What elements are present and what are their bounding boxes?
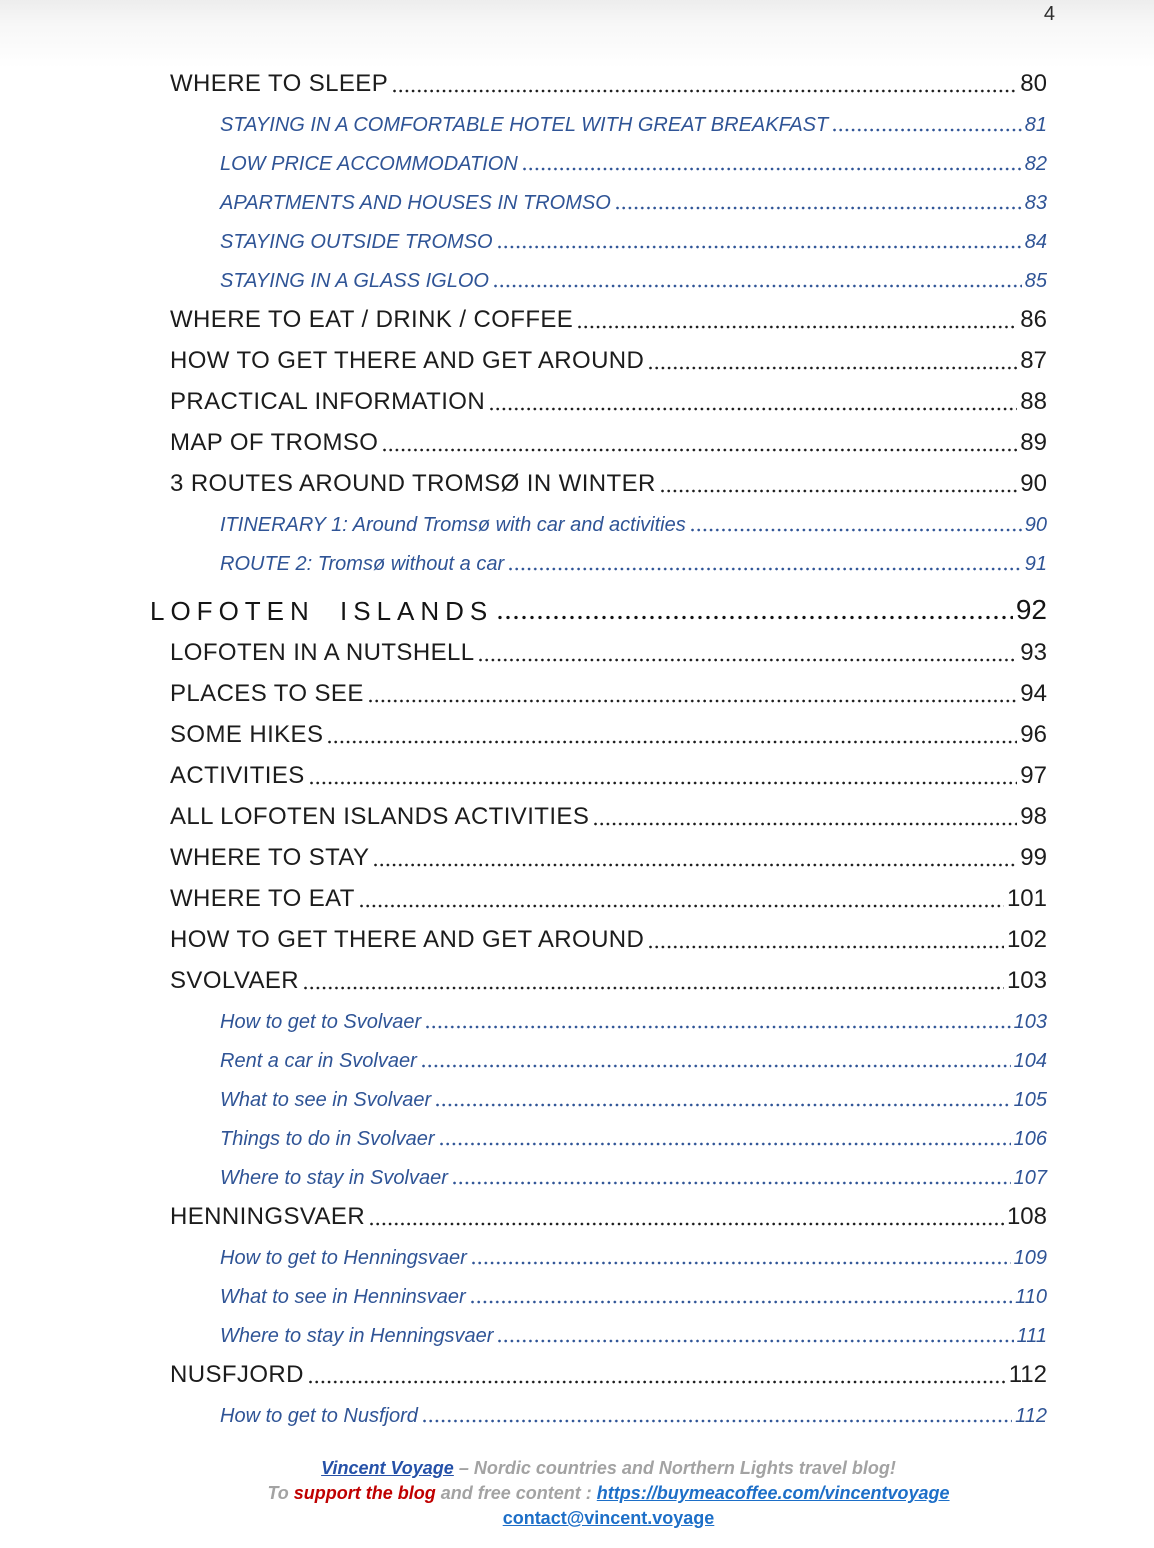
toc-section-title[interactable] bbox=[150, 574, 1047, 624]
toc-entry-title: HENNINGSVAER bbox=[170, 1203, 366, 1230]
support-prefix-text: To bbox=[267, 1483, 294, 1503]
toc-entry-page: 99 bbox=[1020, 844, 1047, 871]
toc-entry-title: WHERE TO STAY bbox=[170, 844, 370, 871]
toc-entry-page: 81 bbox=[1024, 114, 1047, 136]
toc-entry-page: 97 bbox=[1020, 762, 1047, 789]
toc-entry[interactable] bbox=[170, 1346, 1047, 1387]
dot-leader bbox=[472, 1261, 1011, 1265]
toc-entry-page: 87 bbox=[1020, 347, 1047, 374]
toc-subentry[interactable] bbox=[170, 252, 1047, 291]
dot-leader bbox=[374, 863, 1017, 867]
support-highlight-text: support the blog bbox=[293, 1483, 436, 1503]
toc-subentry[interactable] bbox=[170, 993, 1047, 1032]
dot-leader bbox=[490, 407, 1017, 411]
dot-leader bbox=[360, 904, 1004, 908]
dot-leader bbox=[594, 822, 1017, 826]
toc-entry-title: WHERE TO EAT bbox=[170, 885, 355, 912]
dot-leader bbox=[479, 658, 1017, 662]
toc-entry-title: What to see in Henninsvaer bbox=[220, 1286, 466, 1308]
toc-entry-page: 108 bbox=[1006, 1203, 1047, 1230]
toc-entry-page: 104 bbox=[1013, 1050, 1047, 1072]
toc-entry-title: ROUTE 2: Tromsø without a car bbox=[220, 553, 505, 575]
toc-entry-page: 92 bbox=[1015, 594, 1047, 625]
toc-entry[interactable] bbox=[170, 870, 1047, 911]
toc-entry-title: How to get to Henningsvaer bbox=[220, 1247, 467, 1269]
toc-entry-page: 112 bbox=[1008, 1361, 1047, 1388]
toc-subentry[interactable] bbox=[170, 96, 1047, 135]
toc-subentry[interactable] bbox=[170, 213, 1047, 252]
toc-entry-page: 94 bbox=[1020, 680, 1047, 707]
toc-entry-page: 111 bbox=[1016, 1325, 1047, 1347]
toc-entry[interactable] bbox=[170, 911, 1047, 952]
toc-entry-page: 101 bbox=[1006, 885, 1047, 912]
toc-entry-title: Where to stay in Svolvaer bbox=[220, 1167, 448, 1189]
toc-entry-title: HOW TO GET THERE AND GET AROUND bbox=[170, 347, 645, 374]
dot-leader bbox=[494, 284, 1022, 288]
toc-entry-title: NUSFJORD bbox=[170, 1361, 304, 1388]
dot-leader bbox=[649, 945, 1004, 949]
dot-leader bbox=[453, 1181, 1011, 1185]
dot-leader bbox=[471, 1300, 1012, 1304]
toc-entry-title: PRACTICAL INFORMATION bbox=[170, 388, 486, 415]
toc-entry-title: How to get to Nusfjord bbox=[220, 1405, 418, 1427]
dot-leader bbox=[309, 1380, 1006, 1384]
toc-entry[interactable] bbox=[170, 747, 1047, 788]
toc-subentry[interactable] bbox=[170, 1229, 1047, 1268]
toc-entry-title: WHERE TO EAT / DRINK / COFFEE bbox=[170, 306, 574, 333]
toc-entry-title: APARTMENTS AND HOUSES IN TROMSO bbox=[220, 192, 611, 214]
dot-leader bbox=[436, 1103, 1010, 1107]
toc-entry-title: 3 ROUTES AROUND TROMSØ IN WINTER bbox=[170, 470, 656, 497]
page-footer bbox=[170, 1456, 1047, 1531]
toc-entry-page: 90 bbox=[1024, 514, 1047, 536]
toc-subentry[interactable] bbox=[170, 1268, 1047, 1307]
toc-entry-title: HOW TO GET THERE AND GET AROUND bbox=[170, 926, 645, 953]
toc-entry-title: LOFOTEN ISLANDS bbox=[150, 596, 494, 626]
toc-entry-page: 109 bbox=[1013, 1247, 1047, 1269]
toc-subentry[interactable] bbox=[170, 1032, 1047, 1071]
toc-subentry[interactable] bbox=[170, 1307, 1047, 1346]
toc-entry-page: 98 bbox=[1020, 803, 1047, 830]
dot-leader bbox=[369, 699, 1018, 703]
dot-leader bbox=[498, 245, 1022, 249]
dot-leader bbox=[649, 366, 1017, 370]
toc-subentry[interactable] bbox=[170, 1071, 1047, 1110]
toc-subentry[interactable] bbox=[170, 135, 1047, 174]
dot-leader bbox=[833, 128, 1022, 132]
toc-entry-page: 103 bbox=[1006, 967, 1047, 994]
toc-entry[interactable] bbox=[170, 624, 1047, 665]
dot-leader bbox=[440, 1142, 1011, 1146]
toc-entry-title: WHERE TO SLEEP bbox=[170, 70, 389, 97]
toc-entry[interactable] bbox=[170, 952, 1047, 993]
toc-entry-page: 88 bbox=[1020, 388, 1047, 415]
toc-entry-page: 85 bbox=[1024, 270, 1047, 292]
toc-entry-title: ACTIVITIES bbox=[170, 762, 305, 789]
toc-entry-title: ITINERARY 1: Around Tromsø with car and activities bbox=[220, 514, 686, 536]
contact-email-link[interactable]: contact@vincent.voyage bbox=[502, 1508, 715, 1528]
toc-entry[interactable] bbox=[170, 291, 1047, 332]
toc-entry-page: 83 bbox=[1024, 192, 1047, 214]
dot-leader bbox=[578, 325, 1017, 329]
dot-leader bbox=[426, 1025, 1010, 1029]
toc-entry-title: LOW PRICE ACCOMMODATION bbox=[220, 153, 518, 175]
footer-line-3 bbox=[170, 1506, 1047, 1531]
dot-leader bbox=[498, 1339, 1013, 1343]
toc-entry-title: How to get to Svolvaer bbox=[220, 1011, 422, 1033]
toc-entry-page: 89 bbox=[1020, 429, 1047, 456]
toc-entry-page: 107 bbox=[1013, 1167, 1047, 1189]
dot-leader bbox=[383, 448, 1017, 452]
toc-entry[interactable] bbox=[170, 706, 1047, 747]
toc-entry-page: 112 bbox=[1015, 1405, 1047, 1427]
toc-entry-page: 86 bbox=[1020, 306, 1047, 333]
dot-leader bbox=[616, 206, 1022, 210]
toc-entry-page: 82 bbox=[1024, 153, 1047, 175]
dot-leader bbox=[393, 89, 1017, 93]
toc-entry-page: 84 bbox=[1024, 231, 1047, 253]
toc-subentry[interactable] bbox=[170, 1387, 1047, 1426]
dot-leader bbox=[691, 528, 1022, 532]
toc-entry-title: Rent a car in Svolvaer bbox=[220, 1050, 417, 1072]
footer-tagline: – Nordic countries and Northern Lights travel blog! bbox=[453, 1458, 896, 1478]
toc-entry-page: 103 bbox=[1013, 1011, 1047, 1033]
toc-subentry[interactable] bbox=[170, 496, 1047, 535]
dot-leader bbox=[523, 167, 1022, 171]
toc-entry[interactable] bbox=[170, 332, 1047, 373]
buymeacoffee-link[interactable]: https://buymeacoffee.com/vincentvoyage bbox=[596, 1483, 950, 1503]
dot-leader bbox=[422, 1064, 1011, 1068]
toc-entry-title: SVOLVAER bbox=[170, 967, 300, 994]
toc-entry-title: LOFOTEN IN A NUTSHELL bbox=[170, 639, 475, 666]
toc-entry-title: What to see in Svolvaer bbox=[220, 1089, 432, 1111]
toc-entry-title: MAP OF TROMSO bbox=[170, 429, 379, 456]
footer-line-2 bbox=[170, 1481, 1047, 1506]
dot-leader bbox=[661, 489, 1018, 493]
toc-entry-page: 96 bbox=[1020, 721, 1047, 748]
toc-entry-page: 105 bbox=[1013, 1089, 1047, 1111]
footer-line-1 bbox=[170, 1456, 1047, 1481]
toc-entry-title: PLACES TO SEE bbox=[170, 680, 364, 707]
toc-entry-page: 106 bbox=[1013, 1128, 1047, 1150]
toc-entry[interactable] bbox=[170, 373, 1047, 414]
toc-entry-page: 91 bbox=[1024, 553, 1047, 575]
toc-entry[interactable] bbox=[170, 788, 1047, 829]
toc-entry[interactable] bbox=[170, 414, 1047, 455]
toc-entry-title: Things to do in Svolvaer bbox=[220, 1128, 435, 1150]
dot-leader bbox=[498, 615, 1013, 620]
dot-leader bbox=[328, 740, 1017, 744]
dot-leader bbox=[370, 1222, 1004, 1226]
dot-leader bbox=[304, 986, 1004, 990]
toc-entry-page: 102 bbox=[1006, 926, 1047, 953]
toc-entry-title: SOME HIKES bbox=[170, 721, 324, 748]
toc-entry-title: ALL LOFOTEN ISLANDS ACTIVITIES bbox=[170, 803, 590, 830]
toc-subentry[interactable] bbox=[170, 174, 1047, 213]
dot-leader bbox=[509, 567, 1022, 571]
toc-entry-title: STAYING IN A COMFORTABLE HOTEL WITH GREAT BREAKFAST bbox=[220, 114, 829, 136]
toc-entry-title: Where to stay in Henningsvaer bbox=[220, 1325, 494, 1347]
toc-subentry[interactable] bbox=[170, 1149, 1047, 1188]
toc-subentry[interactable] bbox=[170, 535, 1047, 574]
toc-entry[interactable] bbox=[170, 829, 1047, 870]
toc-subentry[interactable] bbox=[170, 1110, 1047, 1149]
toc-entry-page: 93 bbox=[1020, 639, 1047, 666]
brand-link[interactable]: Vincent Voyage bbox=[321, 1458, 454, 1478]
toc-entry[interactable] bbox=[170, 1188, 1047, 1229]
dot-leader bbox=[310, 781, 1018, 785]
toc-entry-page: 90 bbox=[1020, 470, 1047, 497]
toc-entry[interactable] bbox=[170, 665, 1047, 706]
toc-entry[interactable] bbox=[170, 455, 1047, 496]
dot-leader bbox=[423, 1419, 1012, 1423]
page-number: 4 bbox=[1043, 3, 1055, 25]
toc-entry-title: STAYING OUTSIDE TROMSO bbox=[220, 231, 493, 253]
support-middle-text: and free content : bbox=[435, 1483, 597, 1503]
toc-entry[interactable] bbox=[170, 55, 1047, 96]
toc-entry-page: 110 bbox=[1015, 1286, 1047, 1308]
toc-entry-page: 80 bbox=[1020, 70, 1047, 97]
toc-entry-title: STAYING IN A GLASS IGLOO bbox=[220, 270, 489, 292]
